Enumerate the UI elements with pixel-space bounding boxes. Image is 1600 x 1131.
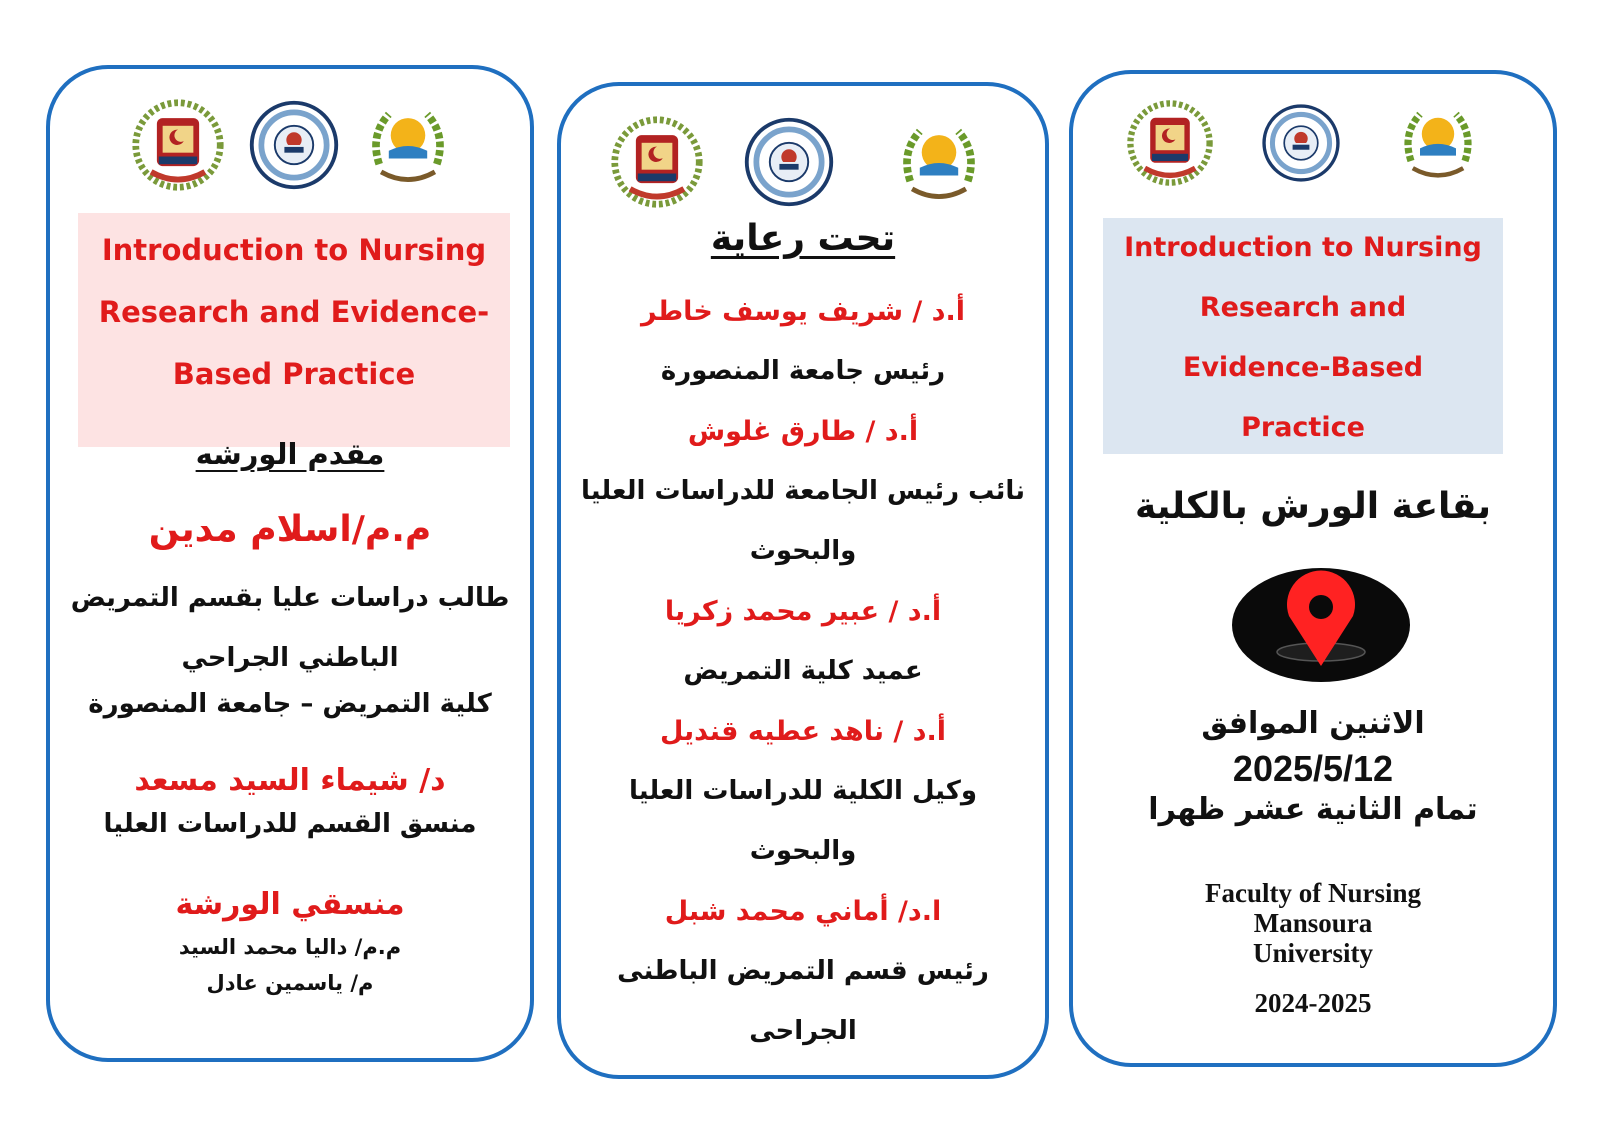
presenter-desc-2: الباطني الجراحي bbox=[181, 643, 399, 673]
organizer-2: م/ ياسمين عادل bbox=[206, 971, 374, 995]
patron-2-role: نائب رئيس الجامعة للدراسات العليا bbox=[581, 476, 1025, 506]
patron-4-name: أ.د / ناهد عطيه قنديل bbox=[659, 716, 947, 747]
location-pin-icon bbox=[1231, 566, 1411, 684]
patron-1-role: رئيس جامعة المنصورة bbox=[660, 356, 946, 386]
title-line-1: Introduction to Nursing bbox=[101, 233, 487, 267]
faculty-line-2: Mansoura bbox=[1253, 908, 1373, 938]
mansoura-university-logo bbox=[609, 112, 705, 212]
patron-5-role: رئيس قسم التمريض الباطنى bbox=[617, 956, 989, 986]
coordinator-name: د/ شيماء السيد مسعد bbox=[134, 763, 446, 798]
title-line-2: Research and bbox=[1199, 292, 1407, 323]
time-text: تمام الثانية عشر ظهرا bbox=[1148, 792, 1478, 827]
venue-text: بقاعة الورش بالكلية bbox=[1135, 486, 1491, 527]
left-panel bbox=[46, 65, 534, 1062]
patron-2-name: أ.د / طارق غلوش bbox=[687, 416, 919, 447]
title-line-4: Practice bbox=[1241, 412, 1365, 443]
academic-year: 2024-2025 bbox=[1254, 988, 1372, 1018]
nursing-faculty-logo bbox=[360, 95, 456, 195]
nursing-hospital-seal bbox=[246, 95, 342, 195]
organizers-heading: منسقي الورشة bbox=[175, 887, 405, 922]
nursing-hospital-seal bbox=[741, 112, 837, 212]
faculty-line-3: University bbox=[1253, 938, 1373, 968]
presenter-name: م.م/اسلام مدين bbox=[148, 509, 432, 550]
title-line-2: Research and Evidence- bbox=[98, 295, 490, 329]
organizer-1: م.م/ داليا محمد السيد bbox=[178, 935, 402, 959]
title-line-3: Evidence-Based bbox=[1182, 352, 1424, 383]
patron-4-role: وكيل الكلية للدراسات العليا bbox=[628, 776, 978, 806]
presenter-desc-1: طالب دراسات عليا بقسم التمريض bbox=[70, 583, 510, 613]
patron-3-name: أ.د / عبير محمد زكريا bbox=[664, 596, 942, 627]
day-text: الاثنين الموافق bbox=[1201, 706, 1425, 741]
patron-5-role-cont: الجراحى bbox=[749, 1016, 857, 1046]
patron-2-role-cont: والبحوث bbox=[749, 536, 857, 566]
logo-row bbox=[561, 112, 1045, 212]
right-panel bbox=[1069, 70, 1557, 1067]
nursing-faculty-logo bbox=[1393, 98, 1483, 188]
title-line-3: Based Practice bbox=[172, 357, 416, 391]
presenter-heading: مقدم الورشه bbox=[195, 437, 385, 471]
patron-1-name: أ.د / شريف يوسف خاطر bbox=[640, 296, 966, 327]
faculty-line-1: Faculty of Nursing bbox=[1205, 878, 1421, 908]
presenter-desc-3: كلية التمريض – جامعة المنصورة bbox=[88, 689, 492, 719]
patron-5-name: ا.د/ أماني محمد شبل bbox=[664, 896, 942, 927]
workshop-title-box bbox=[78, 213, 510, 447]
nursing-faculty-logo bbox=[891, 112, 987, 212]
patronage-heading: تحت رعاية bbox=[710, 218, 896, 259]
nursing-hospital-seal bbox=[1259, 98, 1343, 188]
mansoura-university-logo bbox=[130, 95, 226, 195]
mansoura-university-logo bbox=[1125, 98, 1215, 188]
logo-row bbox=[50, 95, 530, 195]
title-line-1: Introduction to Nursing bbox=[1124, 232, 1482, 263]
middle-panel bbox=[557, 82, 1049, 1079]
workshop-title-box bbox=[1103, 218, 1503, 454]
patron-4-role-cont: والبحوث bbox=[749, 836, 857, 866]
logo-row bbox=[1073, 98, 1553, 198]
date-text: 2025/5/12 bbox=[1232, 748, 1394, 789]
coordinator-role: منسق القسم للدراسات العليا bbox=[103, 809, 477, 839]
patron-3-role: عميد كلية التمريض bbox=[683, 656, 923, 686]
